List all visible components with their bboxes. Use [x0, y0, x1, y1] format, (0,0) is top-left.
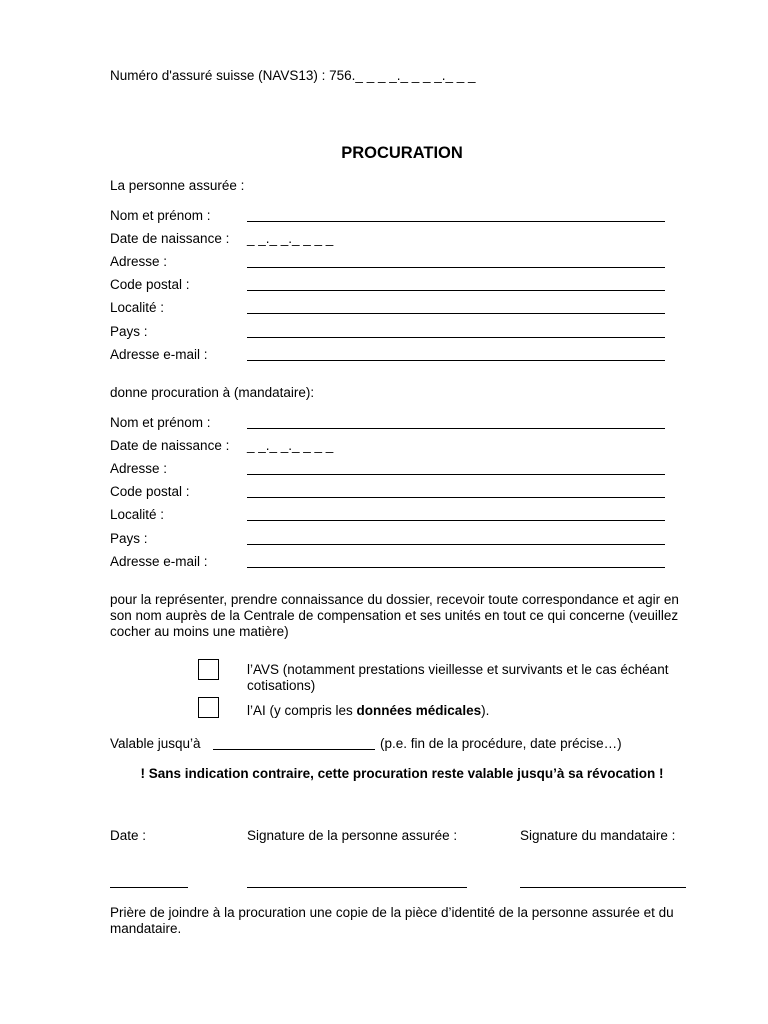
insured-input-line[interactable] — [247, 221, 665, 222]
ai-medical-data-emphasis: données médicales — [356, 703, 482, 718]
agent-field-label: Nom et prénom : — [110, 415, 211, 430]
agent-field-label: Code postal : — [110, 484, 190, 499]
insured-heading: La personne assurée : — [110, 178, 245, 193]
insured-input-line[interactable] — [247, 360, 665, 361]
scope-paragraph: pour la représenter, prendre connaissance du dossier, recevoir toute correspondance et agir en son nom auprès de la Centrale de compensation et ses unités en tout ce qui concerne (veuillez cocher au moins une matière) — [110, 592, 679, 639]
validity-hint: (p.e. fin de la procédure, date précise…) — [380, 736, 622, 751]
avs-checkbox[interactable] — [198, 659, 219, 680]
agent-birthdate-field[interactable]: _ _._ _._ _ _ _ — [247, 438, 334, 453]
agent-signature-line[interactable] — [520, 887, 686, 888]
ai-checkbox[interactable] — [198, 697, 219, 718]
agent-signature-label: Signature du mandataire : — [520, 828, 676, 843]
agent-input-line[interactable] — [247, 520, 665, 521]
insured-field-label: Pays : — [110, 324, 148, 339]
insured-birthdate-field[interactable]: _ _._ _._ _ _ _ — [247, 231, 334, 246]
date-signature-line[interactable] — [110, 887, 188, 888]
validity-date-field[interactable] — [213, 749, 375, 750]
insured-input-line[interactable] — [247, 267, 665, 268]
agent-input-line[interactable] — [247, 497, 665, 498]
agent-field-label: Date de naissance : — [110, 438, 230, 453]
ai-option-label: l’AI (y compris les données médicales). — [247, 703, 490, 718]
date-label: Date : — [110, 828, 147, 843]
insured-signature-label: Signature de la personne assurée : — [247, 828, 458, 843]
validity-warning: ! Sans indication contraire, cette procuration reste valable jusqu’à sa révocation ! — [140, 766, 664, 781]
insured-field-label: Adresse : — [110, 254, 168, 269]
insured-field-label: Localité : — [110, 300, 165, 315]
insured-signature-line[interactable] — [247, 887, 467, 888]
insured-field-label: Code postal : — [110, 277, 190, 292]
agent-input-line[interactable] — [247, 474, 665, 475]
insured-input-line[interactable] — [247, 337, 665, 338]
insured-field-label: Nom et prénom : — [110, 208, 211, 223]
page-title: PROCURATION — [341, 144, 463, 162]
agent-input-line[interactable] — [247, 567, 665, 568]
agent-field-label: Localité : — [110, 507, 165, 522]
footer-note: Prière de joindre à la procuration une copie de la pièce d’identité de la personne assurée et du mandataire. — [110, 905, 674, 936]
agent-input-line[interactable] — [247, 544, 665, 545]
avs-option-label: l’AVS (notamment prestations vieillesse et survivants et le cas échéant cotisations) — [247, 662, 669, 693]
insured-input-line[interactable] — [247, 290, 665, 291]
insured-input-line[interactable] — [247, 313, 665, 314]
agent-field-label: Pays : — [110, 531, 148, 546]
agent-field-label: Adresse e-mail : — [110, 554, 208, 569]
agent-input-line[interactable] — [247, 428, 665, 429]
insured-field-label: Date de naissance : — [110, 231, 230, 246]
validity-label: Valable jusqu’à — [110, 736, 201, 751]
agent-heading: donne procuration à (mandataire): — [110, 385, 315, 400]
agent-field-label: Adresse : — [110, 461, 168, 476]
navs-number-label: Numéro d'assuré suisse (NAVS13) : 756._ _ _ _._ _ _ _._ _ _ — [110, 68, 476, 83]
insured-field-label: Adresse e-mail : — [110, 347, 208, 362]
